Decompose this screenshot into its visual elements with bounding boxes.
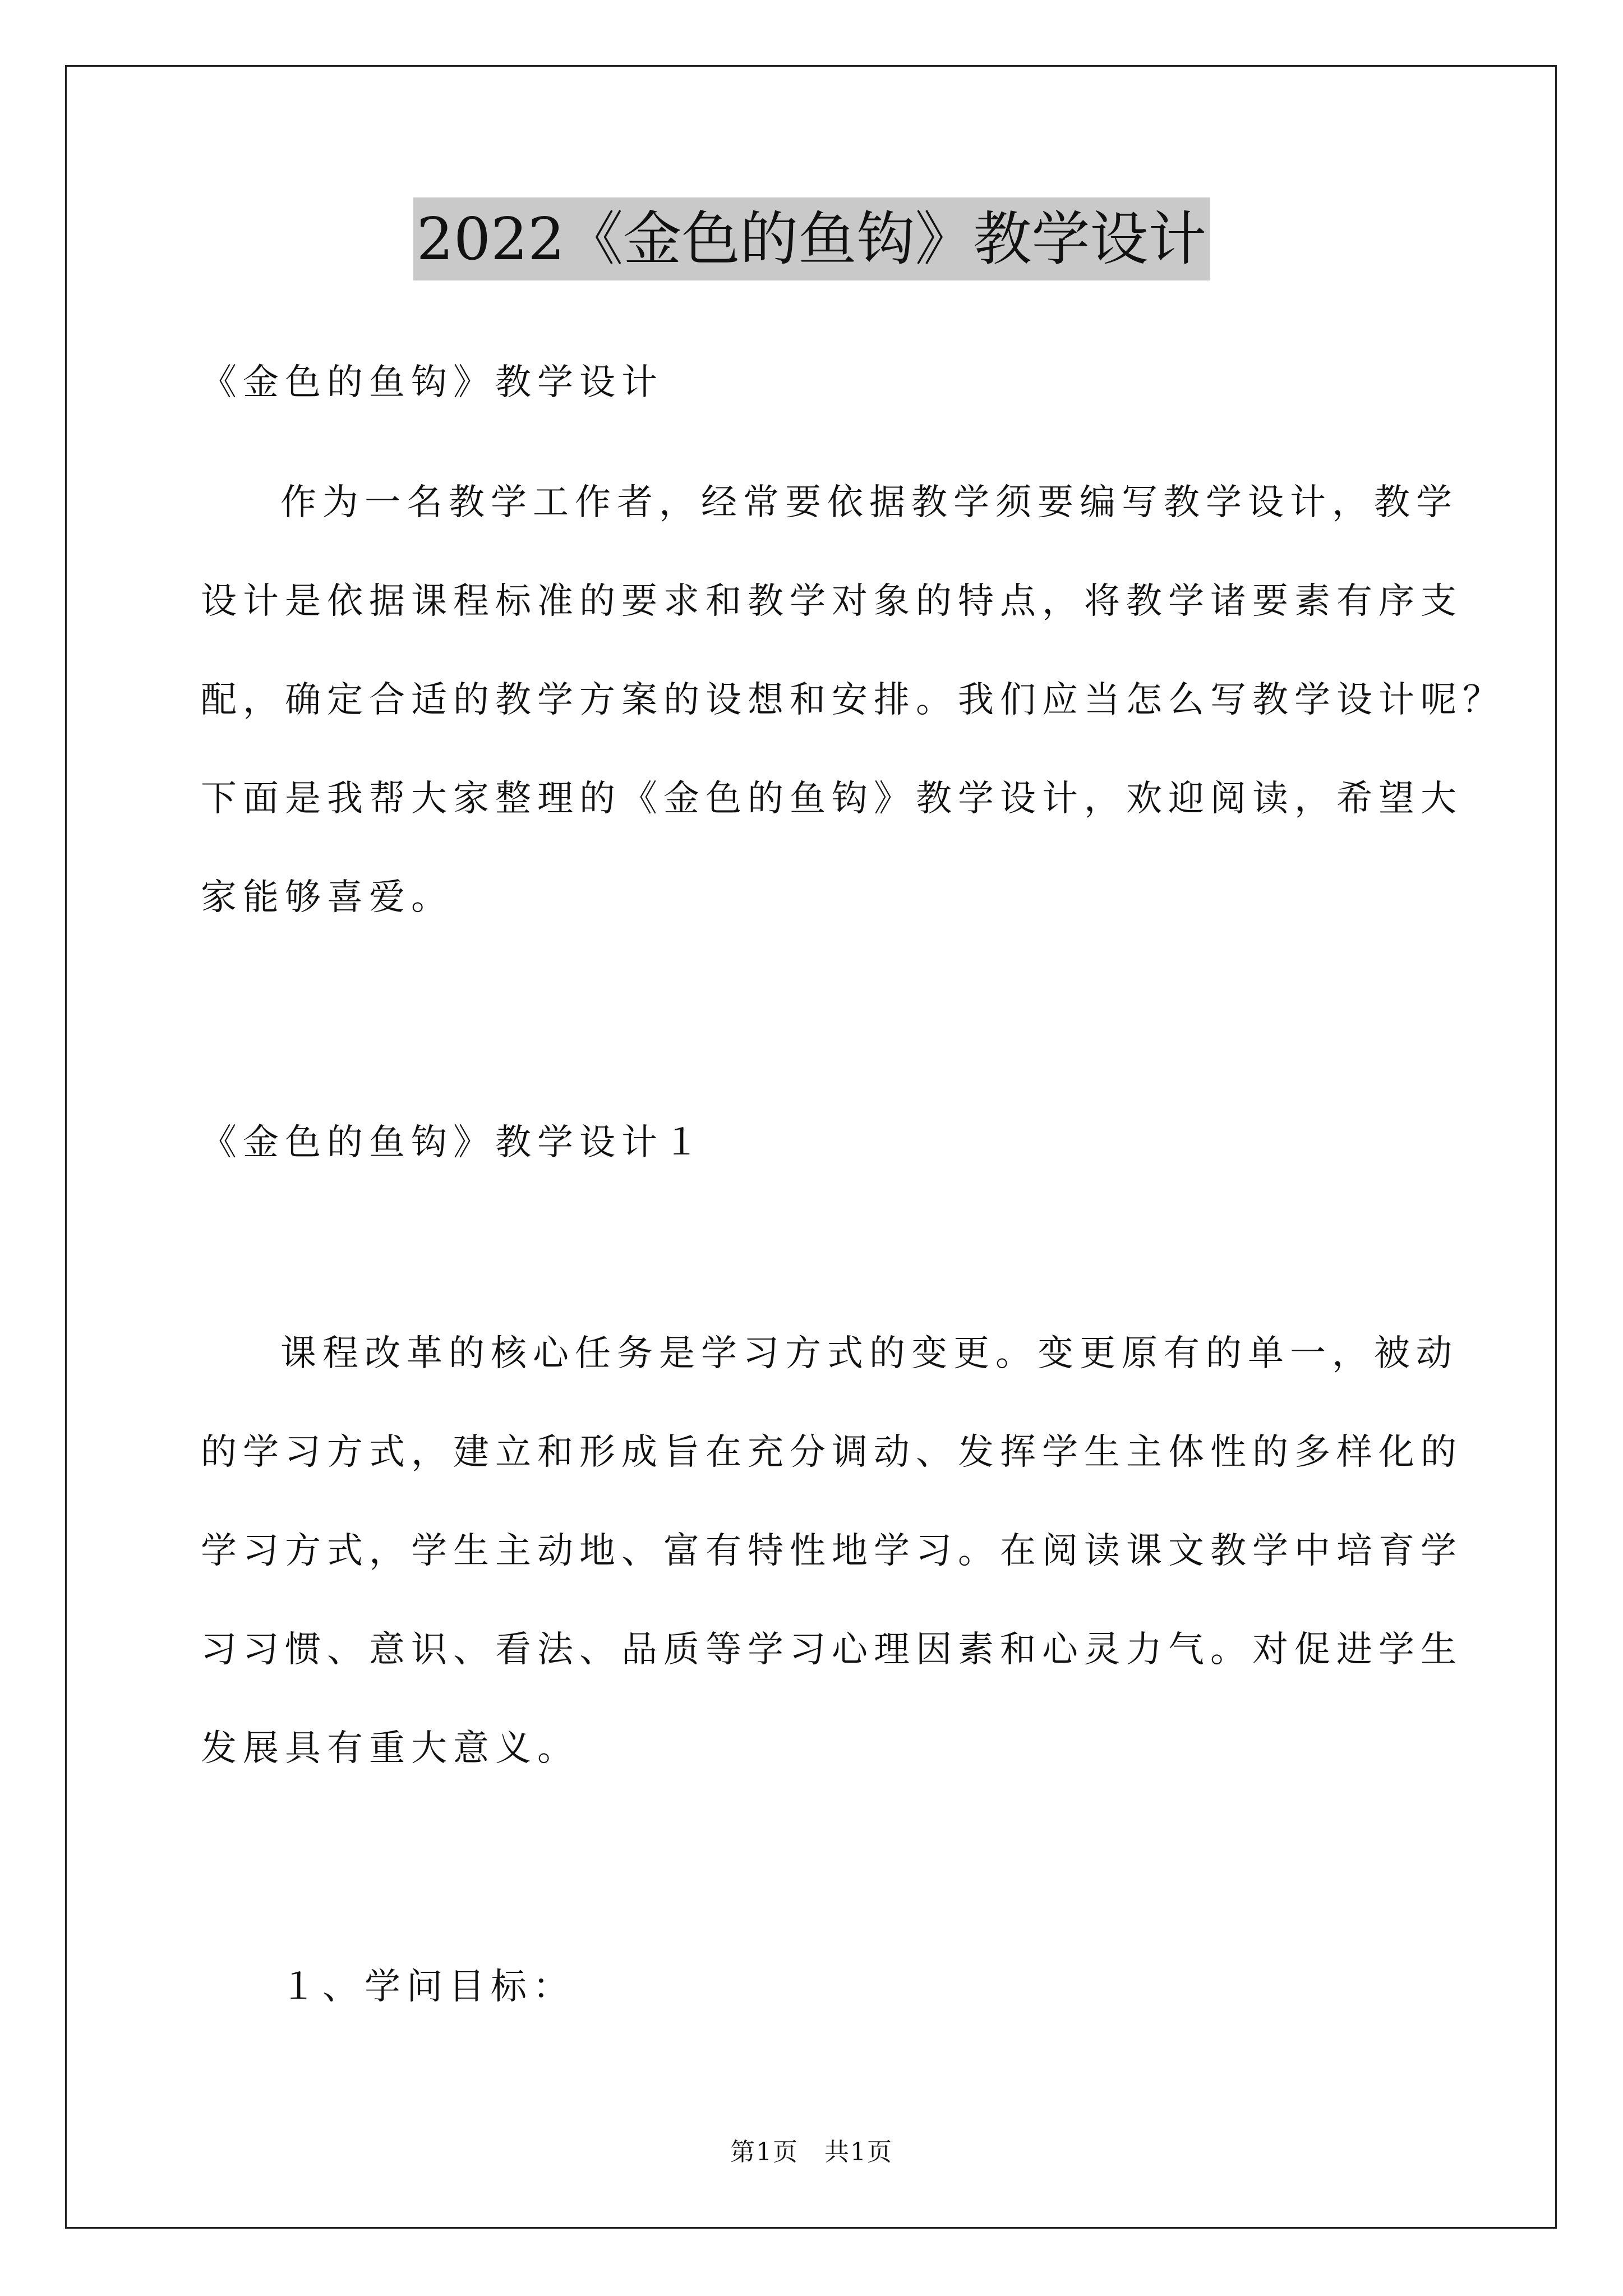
body-line: 学习方式，学生主动地、富有特性地学习。在阅读课文教学中培育学 xyxy=(201,1530,1463,1572)
title-container xyxy=(0,197,1623,280)
body-line: 发展具有重大意义。 xyxy=(201,1728,579,1769)
body-line: 课程改革的核心任务是学习方式的变更。变更原有的单一，被动 xyxy=(280,1333,1458,1374)
subtitle: 《金色的鱼钩》教学设计 xyxy=(201,362,663,403)
intro-line: 作为一名教学工作者，经常要依据教学须要编写教学设计，教学 xyxy=(280,482,1458,523)
intro-paragraph xyxy=(201,453,1505,947)
body-line: 习习惯、意识、看法、品质等学习心理因素和心灵力气。对促进学生 xyxy=(201,1629,1463,1671)
body-line: 的学习方式，建立和形成旨在充分调动、发挥学生主体性的多样化的 xyxy=(201,1432,1463,1473)
intro-line: 配，确定合适的教学方案的设想和安排。我们应当怎么写教学设计呢？ xyxy=(201,679,1505,721)
page-footer: 第1页 共1页 xyxy=(730,2138,893,2166)
section-heading: 《金色的鱼钩》教学设计１ xyxy=(201,1122,706,1163)
intro-line: 下面是我帮大家整理的《金色的鱼钩》教学设计，欢迎阅读，希望大 xyxy=(201,778,1463,820)
intro-line: 设计是依据课程标准的要求和教学对象的特点，将教学诸要素有序支 xyxy=(201,581,1463,622)
list-item: １、学问目标： xyxy=(280,1966,575,2008)
document-title: 2022《金色的鱼钩》教学设计 xyxy=(413,197,1210,280)
body-paragraph xyxy=(201,1304,1463,1798)
intro-line: 家能够喜爱。 xyxy=(201,877,453,918)
